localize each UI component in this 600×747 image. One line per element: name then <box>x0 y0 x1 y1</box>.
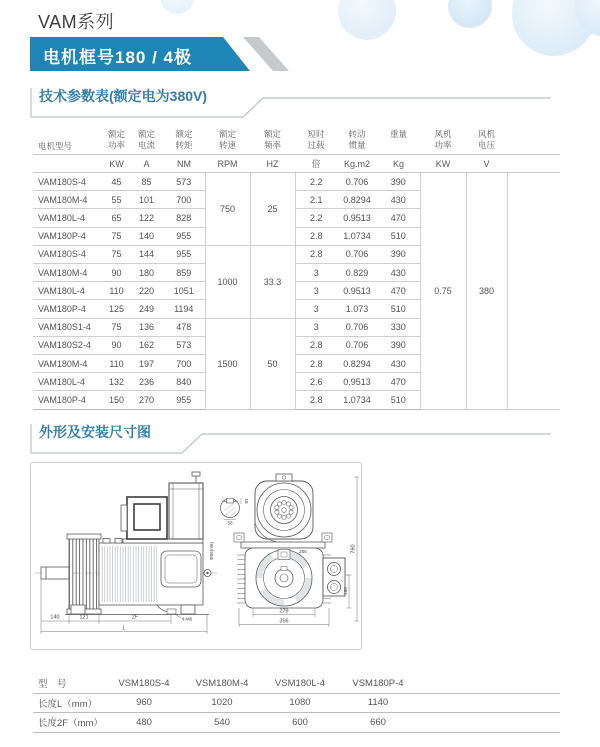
dimension-row-length-l <box>33 693 560 713</box>
cell-weight: 510 <box>377 391 420 409</box>
banner-slash-gray <box>243 37 289 71</box>
dim-label-279: 279 <box>279 608 289 615</box>
cell-hz-group: 50 <box>250 318 295 409</box>
dim-col-model: 型 号 <box>33 674 105 693</box>
cell-weight: 510 <box>377 300 420 318</box>
cell-torque: 700 <box>163 191 205 209</box>
cell-fan-power: 0.75 <box>420 173 466 409</box>
cell-empty <box>507 173 560 409</box>
dim-label-key-width: 18 <box>244 498 249 504</box>
cell-model: VAM180P-4 <box>33 227 103 245</box>
cell-hz-group: 33.3 <box>250 245 295 318</box>
cell-current: 236 <box>130 373 163 391</box>
dim-label-l: L <box>122 625 126 632</box>
cell-overload: 3 <box>295 264 337 282</box>
cell-overload: 2.8 <box>295 354 337 372</box>
cell-rpm-group: 1500 <box>205 318 250 409</box>
cell-current: 180 <box>130 264 163 282</box>
dim-value: 1080 <box>261 693 339 713</box>
cell-overload: 2.6 <box>295 373 337 391</box>
cell-weight: 330 <box>377 318 420 336</box>
section-header-outline <box>30 420 575 458</box>
dim-value: 480 <box>105 713 183 733</box>
cell-power: 45 <box>103 173 130 191</box>
cell-current: 249 <box>130 300 163 318</box>
col-fan-power: 风机 功率 <box>420 126 466 155</box>
bubble-decoration <box>575 0 600 36</box>
bubble-decoration <box>160 0 194 14</box>
cell-power: 75 <box>103 245 130 263</box>
unit-fan-voltage: V <box>466 155 507 173</box>
cell-overload: 2.8 <box>295 391 337 409</box>
cell-fan-voltage: 380 <box>466 173 507 409</box>
dim-model-m: VSM180M-4 <box>183 674 261 693</box>
col-weight: 重量 <box>377 126 420 155</box>
cell-model: VAM180P-4 <box>33 300 103 318</box>
cell-torque: 955 <box>163 227 205 245</box>
cell-weight: 390 <box>377 336 420 354</box>
cell-power: 90 <box>103 336 130 354</box>
dim-label-121: 121 <box>79 614 89 621</box>
cell-torque: 828 <box>163 209 205 227</box>
dim-filler <box>417 713 560 733</box>
cell-torque: 700 <box>163 354 205 372</box>
dim-model-l: VSM180L-4 <box>261 674 339 693</box>
spec-header-row <box>33 126 560 155</box>
cell-power: 132 <box>103 373 130 391</box>
cell-current: 162 <box>130 336 163 354</box>
unit-frequency: HZ <box>250 155 295 173</box>
dim-label-356: 356 <box>279 618 289 625</box>
col-speed: 额定 转速 <box>205 126 250 155</box>
cell-overload: 2.2 <box>295 209 337 227</box>
cell-torque: 1194 <box>163 300 205 318</box>
cell-torque: 573 <box>163 336 205 354</box>
dim-label-shaft-diameter: Φ65(m6) <box>209 541 214 561</box>
cell-current: 136 <box>130 318 163 336</box>
motor-front-view <box>234 474 345 612</box>
cell-inertia: 0.8294 <box>337 191 377 209</box>
cell-inertia: 0.829 <box>337 264 377 282</box>
cell-torque: 859 <box>163 264 205 282</box>
cell-weight: 510 <box>377 227 420 245</box>
cell-torque: 573 <box>163 173 205 191</box>
cell-overload: 3 <box>295 282 337 300</box>
dim-label-205: 205 <box>299 549 307 554</box>
col-overload: 短时 过载 <box>295 126 337 155</box>
dim-label-140: 140 <box>50 614 60 621</box>
banner-title: 电机框号180 / 4极 <box>43 48 192 67</box>
dim-value: 540 <box>183 713 261 733</box>
cell-power: 55 <box>103 191 130 209</box>
cell-model: VAM180P-4 <box>33 391 103 409</box>
cell-current: 140 <box>130 227 163 245</box>
section-title-tech: 技术参数表(额定电为380V) <box>39 88 208 104</box>
bubble-decoration <box>512 0 596 56</box>
cell-overload: 2.8 <box>295 227 337 245</box>
cell-overload: 2.8 <box>295 336 337 354</box>
dim-model-p: VSM180P-4 <box>339 674 417 693</box>
cell-model: VAM180M-4 <box>33 191 103 209</box>
cell-weight: 430 <box>377 354 420 372</box>
bubble-decoration <box>338 0 396 40</box>
cell-current: 101 <box>130 191 163 209</box>
dim-model-s: VSM180S-4 <box>105 674 183 693</box>
dim-label-760: 760 <box>350 544 357 554</box>
cell-weight: 430 <box>377 191 420 209</box>
cell-weight: 430 <box>377 264 420 282</box>
cell-model: VAM180S-4 <box>33 173 103 191</box>
unit-fan-power: KW <box>420 155 466 173</box>
dimension-header-row <box>33 674 560 693</box>
cell-torque: 955 <box>163 245 205 263</box>
dim-value: 600 <box>261 713 339 733</box>
frame-banner <box>30 37 300 71</box>
cell-model: VAM180S1-4 <box>33 318 103 336</box>
cell-power: 110 <box>103 282 130 300</box>
unit-overload: 倍 <box>295 155 337 173</box>
dim-label-key-length: 58 <box>227 520 233 526</box>
cell-inertia: 1.073 <box>337 300 377 318</box>
cell-inertia: 0.8294 <box>337 354 377 372</box>
cell-rpm-group: 1000 <box>205 245 250 318</box>
bubble-decoration <box>448 0 492 28</box>
spec-table <box>33 126 560 410</box>
dim-row-label: 长度2F（mm） <box>33 713 105 733</box>
unit-speed: RPM <box>205 155 250 173</box>
cell-overload: 2.8 <box>295 245 337 263</box>
col-inertia: 转动 惯量 <box>337 126 377 155</box>
dim-label-2f: 2F <box>131 614 139 621</box>
cell-overload: 3 <box>295 300 337 318</box>
cell-inertia: 1.0734 <box>337 227 377 245</box>
dim-row-label: 长度L（mm） <box>33 693 105 713</box>
page-title: VAM系列 <box>38 12 115 32</box>
cell-power: 125 <box>103 300 130 318</box>
cell-power: 65 <box>103 209 130 227</box>
unit-current: A <box>130 155 163 173</box>
cell-weight: 390 <box>377 245 420 263</box>
cell-current: 220 <box>130 282 163 300</box>
cell-rpm-group: 750 <box>205 173 250 246</box>
cell-inertia: 0.9513 <box>337 373 377 391</box>
cell-torque: 1051 <box>163 282 205 300</box>
cell-power: 110 <box>103 354 130 372</box>
cell-overload: 2.1 <box>295 191 337 209</box>
cell-inertia: 0.9513 <box>337 209 377 227</box>
col-fan-voltage: 风机 电压 <box>466 126 507 155</box>
cell-inertia: 0.706 <box>337 336 377 354</box>
unit-weight: Kg <box>377 155 420 173</box>
col-model: 电机型号 <box>33 126 103 155</box>
cell-current: 144 <box>130 245 163 263</box>
cell-torque: 955 <box>163 391 205 409</box>
dimension-table <box>33 674 560 733</box>
spec-row <box>33 173 560 191</box>
dim-filler <box>417 693 560 713</box>
cell-weight: 470 <box>377 373 420 391</box>
unit-torque: NM <box>163 155 205 173</box>
cell-model: VAM180S2-4 <box>33 336 103 354</box>
cell-model: VAM180L-4 <box>33 209 103 227</box>
dim-label-mounting-holes: 4-M6 <box>181 616 193 622</box>
col-empty <box>507 126 560 155</box>
cell-torque: 840 <box>163 373 205 391</box>
outline-drawing-box <box>30 462 362 650</box>
cell-inertia: 1.0734 <box>337 391 377 409</box>
dim-value: 1140 <box>339 693 417 713</box>
section-header-tech <box>30 84 575 122</box>
dim-value: 660 <box>339 713 417 733</box>
cell-current: 85 <box>130 173 163 191</box>
cell-model: VAM180S-4 <box>33 245 103 263</box>
dimension-row-length-2f <box>33 713 560 733</box>
cell-power: 90 <box>103 264 130 282</box>
cell-inertia: 0.706 <box>337 318 377 336</box>
section-title-outline: 外形及安装尺寸图 <box>39 424 151 440</box>
col-power: 额定 功率 <box>103 126 130 155</box>
dim-value: 960 <box>105 693 183 713</box>
dim-label-180: 180 <box>343 587 348 595</box>
cell-hz-group: 25 <box>250 173 295 246</box>
cell-weight: 470 <box>377 209 420 227</box>
motor-outline-drawing <box>31 463 359 647</box>
cell-power: 75 <box>103 227 130 245</box>
cell-weight: 470 <box>377 282 420 300</box>
cell-model: VAM180L-4 <box>33 373 103 391</box>
unit-model <box>33 155 103 173</box>
cell-current: 197 <box>130 354 163 372</box>
cell-model: VAM180M-4 <box>33 264 103 282</box>
spec-units-row <box>33 155 560 173</box>
cell-model: VAM180M-4 <box>33 354 103 372</box>
cell-model: VAM180L-4 <box>33 282 103 300</box>
cell-current: 122 <box>130 209 163 227</box>
dim-filler <box>417 674 560 693</box>
col-current: 额定 电流 <box>130 126 163 155</box>
cell-power: 75 <box>103 318 130 336</box>
cell-current: 270 <box>130 391 163 409</box>
dim-value: 1020 <box>183 693 261 713</box>
cell-inertia: 0.706 <box>337 173 377 191</box>
motor-side-view <box>35 472 217 618</box>
unit-inertia: Kg.m2 <box>337 155 377 173</box>
cell-inertia: 0.9513 <box>337 282 377 300</box>
shaft-end-detail <box>221 498 242 519</box>
col-frequency: 额定 频率 <box>250 126 295 155</box>
unit-empty <box>507 155 560 173</box>
unit-power: KW <box>103 155 130 173</box>
cell-overload: 2.2 <box>295 173 337 191</box>
cell-overload: 3 <box>295 318 337 336</box>
cell-power: 150 <box>103 391 130 409</box>
col-torque: 额定 转矩 <box>163 126 205 155</box>
cell-weight: 390 <box>377 173 420 191</box>
cell-inertia: 0.706 <box>337 245 377 263</box>
cell-torque: 478 <box>163 318 205 336</box>
